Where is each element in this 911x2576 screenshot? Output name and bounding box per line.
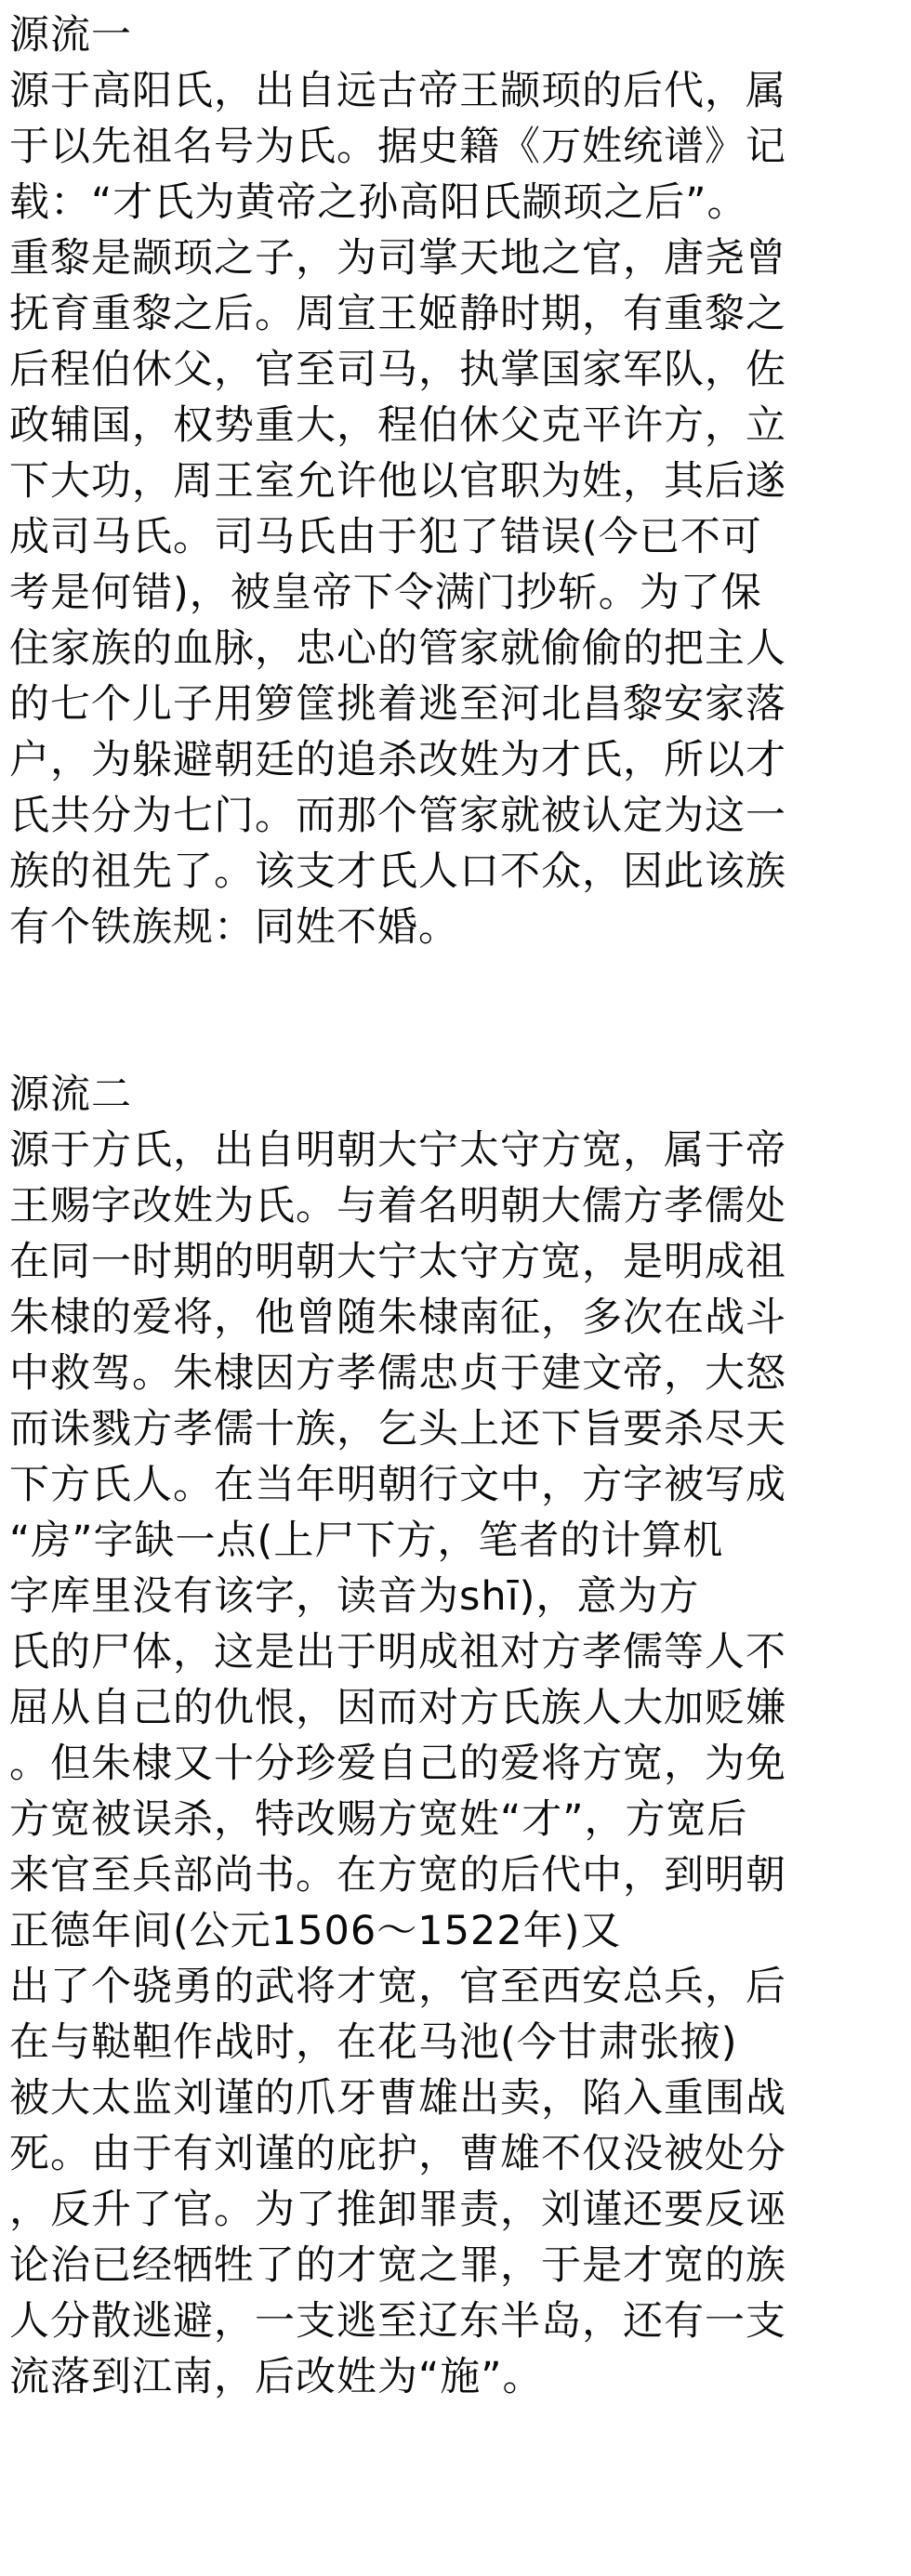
section-1-line: 后程伯休父，官至司马，执掌国家军队，佐	[9, 347, 786, 393]
section-2-line: 死。由于有刘谨的庇护，曹雄不仅没被处分	[9, 2131, 786, 2177]
section-1-line: 重黎是颛顼之子，为司掌天地之官，唐尧曾	[9, 235, 786, 282]
section-1-line: 氏共分为七门。而那个管家就被认定为这一	[9, 793, 786, 839]
section-1-line: 的七个儿子用箩筐挑着逃至河北昌黎安家落	[9, 681, 786, 728]
section-2-line: 源于方氏，出自明朝大宁太守方宽，属于帝	[9, 1127, 786, 1174]
section-1-line: 政辅国，权势重大，程伯休父克平许方，立	[9, 402, 786, 449]
section-1-line: 下大功，周王室允许他以官职为姓，其后遂	[9, 458, 786, 505]
section-1-heading: 源流一	[9, 12, 132, 59]
section-2-line: 氏的尸体，这是出于明成祖对方孝儒等人不	[9, 1629, 786, 1676]
section-2-line: 来官至兵部尚书。在方宽的后代中，到明朝	[9, 1852, 786, 1899]
section-2-line: 方宽被误杀，特改赐方宽姓“才”，方宽后	[9, 1796, 748, 1843]
section-2-line: 。但朱棣又十分珍爱自己的爱将方宽，为免	[9, 1741, 786, 1787]
section-2-line: 正德年间(公元1506～1522年)又	[9, 1908, 622, 1954]
section-2-line: “房”字缺一点(上尸下方，笔者的计算机	[9, 1518, 724, 1564]
section-2-line: 在与鞑靼作战时，在花马池(今甘肃张掖)	[9, 2019, 738, 2066]
section-2-line: 屈从自己的仇恨，因而对方氏族人大加贬嫌	[9, 1685, 786, 1731]
section-2-line: 出了个骁勇的武将才宽，官至西安总兵，后	[9, 1964, 786, 2010]
section-2-line: 在同一时期的明朝大宁太守方宽，是明成祖	[9, 1239, 786, 1285]
section-2-line: 人分散逃避，一支逃至辽东半岛，还有一支	[9, 2298, 786, 2345]
section-1-line: 抚育重黎之后。周宣王姬静时期，有重黎之	[9, 291, 786, 337]
section-2-line: 朱棣的爱将，他曾随朱棣南征，多次在战斗	[9, 1295, 786, 1341]
section-2-line: 而诛戮方孝儒十族，乞头上还下旨要杀尽天	[9, 1406, 786, 1452]
section-2-line: ，反升了官。为了推卸罪责，刘谨还要反诬	[9, 2187, 786, 2233]
section-2-heading: 源流二	[9, 1071, 132, 1118]
section-1-body	[9, 63, 911, 955]
section-1-line: 源于高阳氏，出自远古帝王颛顼的后代，属	[9, 68, 786, 114]
section-spacer	[9, 955, 911, 1067]
section-2-line: 下方氏人。在当年明朝行文中，方字被写成	[9, 1462, 786, 1508]
section-2-line: 被大太监刘谨的爪牙曹雄出卖，陷入重围战	[9, 2075, 786, 2122]
section-2-line: 王赐字改姓为氏。与着名明朝大儒方孝儒处	[9, 1183, 786, 1229]
section-1-line: 于以先祖名号为氏。据史籍《万姓统谱》记	[9, 124, 786, 170]
section-1-line: 族的祖先了。该支才氏人口不众，因此该族	[9, 848, 786, 895]
section-2-line: 字库里没有该字，读音为shī)，意为方	[9, 1573, 700, 1620]
section-2-line: 论治已经牺牲了的才宽之罪，于是才宽的族	[9, 2242, 786, 2289]
section-1-line: 载：“才氏为黄帝之孙高阳氏颛顼之后”。	[9, 179, 748, 226]
section-2-body	[9, 1123, 911, 2405]
section-1-line: 有个铁族规：同姓不婚。	[9, 904, 459, 951]
section-1-line: 成司马氏。司马氏由于犯了错误(今已不可	[9, 514, 762, 560]
section-1-line: 户，为躲避朝廷的追杀改姓为才氏，所以才	[9, 737, 786, 783]
section-2-line: 流落到江南，后改姓为“施”。	[9, 2354, 544, 2400]
section-1-line: 住家族的血脉，忠心的管家就偷偷的把主人	[9, 625, 786, 672]
section-2-line: 中救驾。朱棣因方孝儒忠贞于建文帝，大怒	[9, 1350, 786, 1397]
section-1-line: 考是何错)，被皇帝下令满门抄斩。为了保	[9, 570, 762, 616]
